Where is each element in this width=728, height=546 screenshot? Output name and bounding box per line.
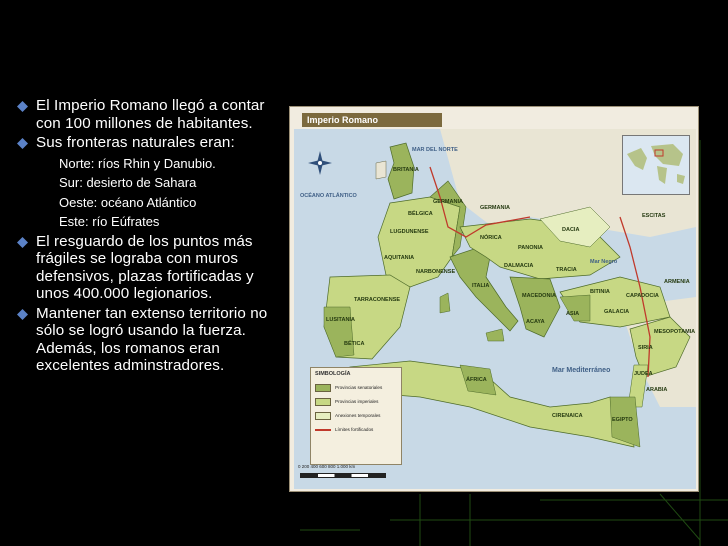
sub-bullet-text: Norte: ríos Rhin y Danubio.: [59, 155, 216, 171]
sub-bullet-item: [16, 173, 291, 193]
bullet-text: El Imperio Romano llegó a contar con 100 millones de habitantes.: [36, 97, 265, 132]
region-label: LUGDUNENSE: [390, 229, 429, 235]
region-label: DACIA: [562, 227, 580, 233]
legend-swatch: [315, 426, 331, 431]
legend-label: Provincias imperiales: [335, 399, 379, 404]
region-label: MESOPOTAMIA: [654, 329, 696, 335]
legend-swatch: [315, 398, 331, 406]
world-map-icon: [623, 136, 689, 194]
region-label: ESCITAS: [642, 213, 666, 219]
region-label: BITINIA: [590, 289, 610, 295]
region-label: ASIA: [566, 311, 580, 317]
diamond-bullet-icon: [17, 138, 28, 149]
roman-empire-map: [289, 106, 699, 492]
region-label: NARBONENSE: [416, 269, 456, 275]
sea-label: MAR DEL NORTE: [412, 147, 458, 153]
sea-label: Mar Negro: [590, 259, 618, 265]
bullet-text: Sus fronteras naturales eran:: [36, 134, 235, 151]
diamond-bullet-icon: [17, 101, 28, 112]
region-label: JUDEA: [634, 371, 653, 377]
diamond-bullet-icon: [17, 309, 28, 320]
bullet-item: [16, 134, 291, 152]
region-label: TRACIA: [556, 267, 577, 273]
legend-label: Anexiones temporales: [335, 413, 381, 418]
region-label: PANONIA: [518, 245, 543, 251]
sub-bullet-item: [16, 212, 291, 232]
region-label: MACEDONIA: [522, 293, 556, 299]
region-label: TARRACONENSE: [354, 297, 401, 303]
sea-label: Mar Mediterráneo: [552, 367, 611, 374]
region-label: AQUITANIA: [384, 255, 415, 261]
region-label: ACAYA: [526, 319, 545, 325]
bullet-item: [16, 233, 291, 303]
region-label: ARMENIA: [664, 279, 690, 285]
legend-swatch: [315, 412, 331, 420]
region-label: LUSITANIA: [326, 317, 355, 323]
bullet-list: [16, 97, 291, 377]
region-label: GERMANIA: [480, 205, 510, 211]
region-label: NÓRICA: [480, 235, 502, 241]
legend-swatch: [315, 384, 331, 392]
world-locator-inset: [622, 135, 690, 195]
region-label: ARABIA: [646, 387, 668, 393]
region-label: EGIPTO: [612, 417, 633, 423]
region-label: BRITANIA: [393, 167, 419, 173]
region-label: ITALIA: [472, 283, 490, 289]
region-label: CIRENAICA: [552, 413, 583, 419]
sub-bullet-text: Oeste: océano Atlántico: [59, 194, 197, 210]
bullet-text: El resguardo de los puntos más frágiles se lograba con muros defensivos, plazas fortificadas y unos 400.000 legionarios.: [36, 232, 254, 302]
sub-bullet-item: [16, 193, 291, 213]
region-label: SIRIA: [638, 345, 653, 351]
scale-text: 0 200 400 600 800 1.000 km: [298, 464, 356, 469]
region-label: BÉLGICA: [408, 211, 433, 217]
scale-bar: [300, 473, 386, 478]
sub-bullet-text: Sur: desierto de Sahara: [59, 175, 197, 190]
bullet-text: Mantener tan extenso territorio no sólo se logró usando la fuerza. Además, los romanos eran excelentes adminstradores.: [36, 304, 268, 374]
region-label: GERMANIA: [433, 199, 463, 205]
sub-bullet-item: [16, 154, 291, 174]
legend-title: SIMBOLOGÍA: [315, 371, 351, 377]
region-label: ÁFRICA: [466, 377, 487, 383]
map-legend: [310, 367, 402, 465]
legend-label: Límites fortificados: [335, 427, 374, 432]
bullet-item: [16, 97, 291, 132]
region-label: BÉTICA: [344, 341, 365, 347]
region-label: DALMACIA: [504, 263, 534, 269]
bullet-item: [16, 305, 291, 375]
sub-bullet-text: Este: río Eúfrates: [59, 214, 160, 229]
map-title: Imperio Romano: [302, 113, 442, 127]
diamond-bullet-icon: [17, 237, 28, 248]
region-label: CAPADOCIA: [626, 293, 659, 299]
legend-label: Provincias senatoriales: [335, 385, 383, 390]
region-label: GALACIA: [604, 309, 630, 315]
sea-label: OCÉANO ATLÁNTICO: [300, 193, 357, 199]
